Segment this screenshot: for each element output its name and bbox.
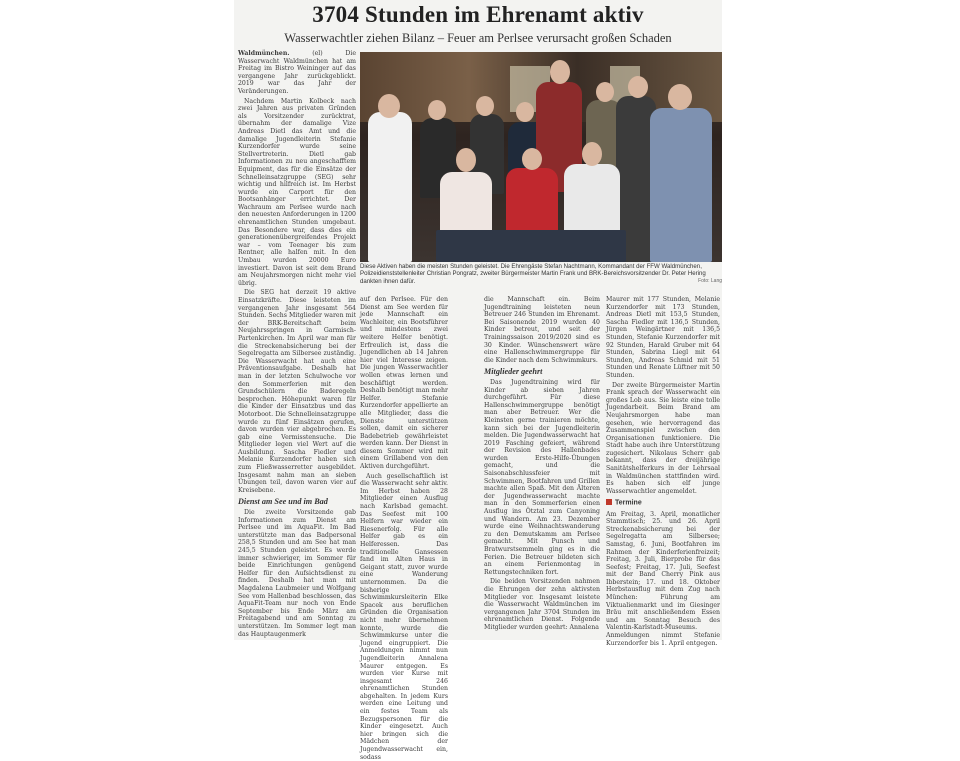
- dateline: Waldmünchen.: [238, 50, 290, 57]
- col1-p4: Die zweite Vorsitzende gab Informationen zum Dienst am Perlsee und im AquaFit. Im Bad unterstützte man das Badpersonal 258,5 Stunden und am See hat man 245,5 Stunden geleistet. Es werde immer schwieriger, im Sommer für beide Einrichtungen genügend Helfer für den Aufsichtsdienst zu finden. Deshalb hat man mit Magdalena Laubmeier und Wolfgang See vom Hallenbad beschlossen, das AquaFit-Team nur noch von Ende September bis Ende März am Freitagabend und am Sonntag zu unterstützen. Im Sommer legt man das Hauptaugenmerk: [238, 509, 356, 638]
- col4-p2: Der zweite Bürgermeister Martin Frank sprach der Wasserwacht ein großes Lob aus. Sie leiste eine tolle Jugendarbeit. Beim Brand am Neujahrsmorgen habe man gesehen, wie hervorragend das Zusammenspiel zwischen den Organisationen funktioniere. Die Stadt habe auch ihre Unterstützung zugesichert. Nikolaus Scherr gab bekannt, dass der dreijährige Sanitätshelferkurs in der Lehrsaal in Waldmünchen stattfinden wird. Es haben sich elf junge Wasserwachtler angemeldet.: [606, 381, 720, 495]
- person-head: [378, 94, 400, 118]
- col3-p3: Die beiden Vorsitzenden nahmen die Ehrungen der zehn aktivsten Mitglieder vor. Insgesamt leistete die Wasserwacht Waldmünchen im vergangenen Jahr 3704 Stunden im ehrenamtlichen Dienst. Folgende Mitglieder wurden geehrt: Annalena: [484, 578, 600, 631]
- photo-caption-text: Diese Aktiven haben die meisten Stunden geleistet. Die Ehrengäste Stefan Nachtmann, Kommandant der FFW Waldmünchen, Polizeidienststellenleiter Christian Pongratz, zweiter Bürgermeister Martin Frank und BRK-Bereichsvorsitzender Dr. Peter Hering dankten ihnen dafür.: [360, 263, 706, 285]
- person-legs: [436, 230, 626, 262]
- person-head: [428, 100, 446, 120]
- person-head: [476, 96, 494, 116]
- subheadline: Wasserwachtler ziehen Bilanz – Feuer am Perlsee verursacht großen Schaden: [284, 31, 672, 45]
- photo-credit: Foto: Lang: [698, 278, 722, 284]
- column-4: [606, 296, 720, 647]
- person: [650, 108, 712, 262]
- col4-p1: Maurer mit 177 Stunden, Melanie Kurzendorfer mit 173 Stunden, Andreas Dietl mit 153,5 Stunden, Sascha Fiedler mit 136,5 Stunden, Jürgen Weingärtner mit 136,5 Stunden, Stefanie Kurzendorfer mit 92 Stunden, Harald Gruber mit 64 Stunden, Sabrina Liegl mit 64 Stunden, Andreas Schmid mit 51 Stunden und Renate Lüftner mit 50 Stunden.: [606, 296, 720, 379]
- column-2: [360, 296, 448, 761]
- person-head: [596, 82, 614, 102]
- group-photo: [360, 52, 722, 262]
- col1-p1: (el) Die Wasserwacht Waldmünchen hat am Freitag im Bistro Weininger auf das vergangene Jahr zurückgeblickt. 2019 war das Jahr der Veränderungen.: [238, 50, 356, 95]
- red-square-icon: [606, 499, 612, 505]
- col3-p1: die Mannschaft ein. Beim Jugendtraining leisteten neun Betreuer 246 Stunden im Ehrenamt. Bei Saisonende 2019 wurden 40 Kinder betreut, und seit der Trainingssaison 2019/2020 sind es 30 Kinder. Wünschenswert wäre eine Hallenschwimmergruppe für die Kinder nach dem Schwimmkurs.: [484, 296, 600, 364]
- person-head: [628, 76, 648, 98]
- termine-label: Termine: [615, 499, 642, 507]
- col2-p1: auf den Perlsee. Für den Dienst am See werden für jede Mannschaft ein Wachleiter, ein Bootsführer und mindestens zwei weitere Helfer benötigt. Erfreulich ist, dass die Jugendlichen ab 14 Jahren hier viel Interesse zeigen. Die jungen Wasserwachtler wollen etwas lernen und beschäftigt werden. Deshalb benötigt man mehr Helfer. Stefanie Kurzendorfer appellierte an alle Mitglieder, dass die Dienste unterstützen sollen, damit ein sicherer Badebetrieb gewährleistet werden kann. Der Dienst in diesem Sommer wird mit einem Grillabend von den Aktiven durchgeführt.: [360, 296, 448, 471]
- person-head: [668, 84, 692, 110]
- col1-subheading: Dienst am See und im Bad: [238, 497, 328, 507]
- col3-subheading: Mitglieder geehrt: [484, 367, 543, 377]
- col3-p2: Das Jugendtraining wird für Kinder ab sieben Jahren durchgeführt. Für diese Hallenschwimmergruppe benötigt man aber Betreuer. Wer die Kleinsten gerne trainieren möchte, kann sich bei der Jugendleiterin melden. Die Jugendwasserwacht hat 2019 Fasching gefeiert, während der Revision des Hallenbades wurden Erste-Hilfe-Übungen gemacht, und die Saisonabschlussfeier mit Schwimmen, Bootfahren und Grillen machte allen Spaß. Mit den Älteren der Jugendwasserwacht machte man in den Sommerferien einen Ausflug ins Ötztal zum Canyoning und Wandern. Am 23. Dezember wurde eine Weihnachtswanderung zu den Demutskamm am Perlsee gemacht. Mit Punsch und Bratwurstsemmeln ging es in die Ferien. Die Betreuer bildeten sich an einem Ferienmontag in Rettungstechniken fort.: [484, 378, 600, 576]
- col4-p3: Am Freitag, 3. April, monatlicher Stammtisch; 25. und 26. April Streckenabsicherung bei der Segelregatta am Silbersee; Samstag, 6. Juni, Bootfahren im Rahmen der Kinderferienfreizeit; Freitag, 3. Juli, Bierprobe für das Seefest; Freitag, 17. Juli, Seefest mit der Band Cherry Pink aus Ibberstein; 17. und 18. Oktober Herbstausflug mit dem Zug nach München: Führung am Viktualienmarkt und im Giesinger Bräu mit anschließendem Essen und am Sonntag Besuch des Valentin-Karlstadt-Museums. Anmeldungen nimmt Stefanie Kurzendorfer bis 1. April entgegen.: [606, 510, 720, 647]
- person-head: [516, 102, 534, 122]
- person-head: [522, 148, 542, 170]
- col1-p2: Nachdem Martin Kolbeck nach zwei Jahren aus privaten Gründen als Vorsitzender zurücktrat, übernahm der damalige Vize Andreas Dietl das Amt und die damalige Jugendleiterin Stefanie Kurzendorfer wurde seine Stellvertreterin. Dietl gab Informationen zu neu angeschafftem Equipment, das für die Einsätze der Schnelleinsatzgruppe (SEG) sehr wichtig und hilfreich ist. Im Herbst wurde ein Carport für den Bootsanhänger errichtet. Der Wachraum am Perlsee wurde nach den neuesten Anforderungen in 1200 ehrenamtlichen Stunden umgebaut. Das Besondere war, dass dies ein generationenübergreifendes Projekt war – vom Teenager bis zum Rentner, alle halfen mit. In den Umbau wurden 20000 Euro investiert. Davon ist seit dem Brand am Neujahrsmorgen nicht mehr viel übrig.: [238, 97, 356, 287]
- person-head: [456, 148, 476, 172]
- column-3: [484, 296, 600, 638]
- headline: 3704 Stunden im Ehrenamt aktiv: [312, 2, 644, 27]
- col2-p2: Auch gesellschaftlich ist die Wasserwacht sehr aktiv. Im Herbst haben 28 Mitglieder einen Ausflug nach Karlsbad gemacht. Das Seefest mit 100 Helfern war wieder ein Riesenerfolg. Für alle Helfer gab es ein Helferessen. Das traditionelle Gansessen fand im Alten Haus in Geigant statt, zuvor wurde eine Wanderung unternommen. Da die bisherige Schwimmkursleiterin Elke Spacek aus beruflichen Gründen die Organisation nicht mehr übernehmen konnte, wurde die Schwimmkurse unter die Jugend eingruppiert. Die Anmeldungen nimmt nun Jugendleiterin Annalena Maurer entgegen. Es wurden vier Kurse mit insgesamt 246 ehrenamtlichen Stunden abgehalten. In jedem Kurs werden eine Leitung und ein festes Team als Bezugspersonen für die Kinder eingesetzt. Auch hier bringen sich die Mädchen der Jugendwasserwacht ein, sodass: [360, 472, 448, 761]
- person: [368, 112, 412, 262]
- person-head: [550, 60, 570, 84]
- photo-caption: [360, 263, 722, 285]
- col1-p3: Die SEG hat derzeit 19 aktive Einsatzkräfte. Diese leisteten im vergangenen Jahr insgesamt 564 Stunden. Sechs Mitglieder waren mit der BRK-Bereitschaft beim Neujahrsspringen in Garmisch-Partenkirchen. Im April war man für die Streckenabsicherung bei der Segelregatta am Silbersee zuständig. Die Wasserwacht hat auch eine Präventionsaufgabe. Deshalb hat man in der letzten Schulwoche vor den Sommerferien mit den Grundschülern die Baderegeln besprochen. Höhepunkt waren für die Kinder der Einsatzbus und das Motorboot. Die Schnelleinsatzgruppe wurde zu fünf Einsätzen gerufen, davon wurden vier abgebrochen. Es gab eine Vermisstensuche. Die Mitglieder legen viel Wert auf die Ausbildung. Sascha Fiedler und Melanie Kurzendorfer haben sich zum Fließwasserretter ausgebildet. Insgesamt nahm man an sieben Übungen teil, davon waren vier auf Kreisebene.: [238, 289, 356, 494]
- column-1: [238, 50, 356, 638]
- person-head: [582, 142, 602, 166]
- newspaper-page: [234, 0, 722, 761]
- termine-heading: [606, 499, 720, 507]
